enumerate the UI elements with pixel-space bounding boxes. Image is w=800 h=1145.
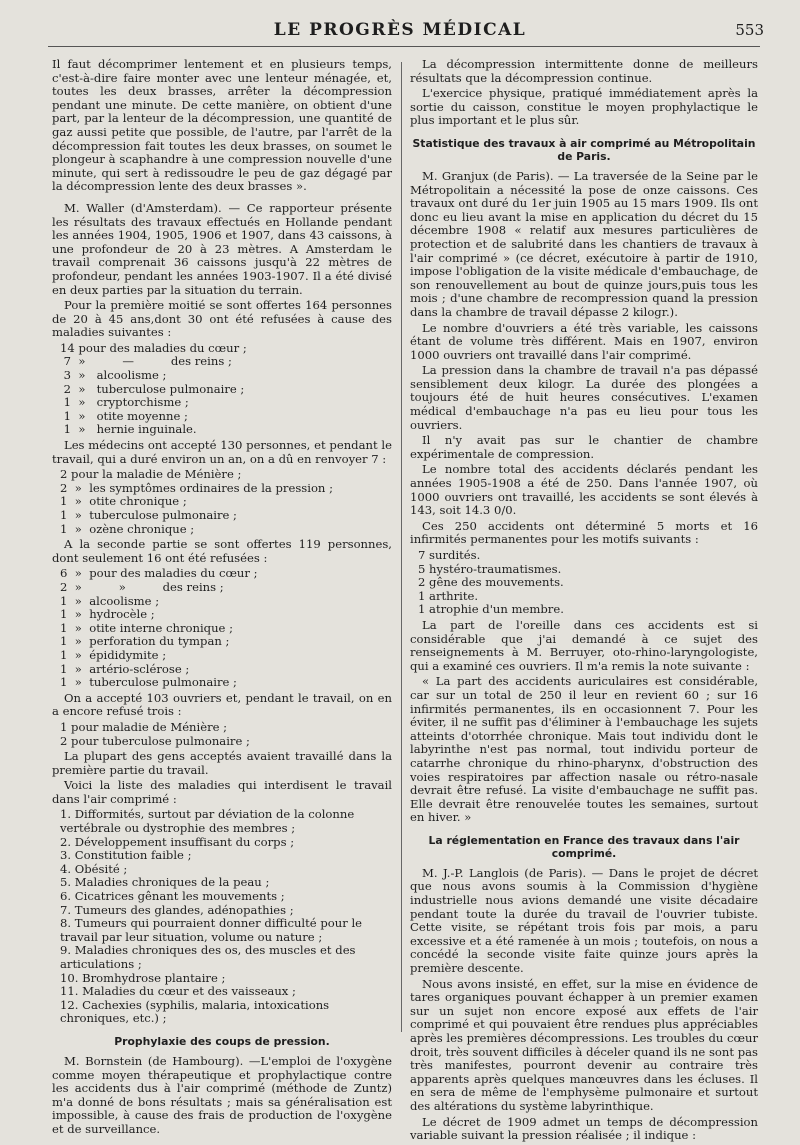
list-item: 5 hystéro-traumatismes. [418,561,562,576]
plupart-paragraph: La plupart des gens acceptés avaient travaillé dans la première partie du travail. [52,749,392,777]
list-item: 1 » hydrocèle ; [60,607,155,622]
dismissal-list [52,468,392,536]
intro-paragraph: Il faut décomprimer lentement et en plusieurs temps, c'est-à-dire faire monter avec une lenteur ménagée, et, toutes les deux brasses, arrêter la décompression pendant une minute. De cette manière, on obtient d'une part, par la lenteur de la décompression, une quantité de gaz aussi petite que possible, de l'autre, par l'arrêt de la décompression fait toutes les deux brasses, on soumet le plongeur à scaphandre à une compression nouvelle d'une minute, qui sert à redissoudre le peu de gaz dégagé par la décompression lente des deux brasses ». [52,57,392,194]
section-heading-prophylaxie: Prophylaxie des coups de pression. [114,1034,330,1048]
list-item: 7 surdités. [418,548,481,562]
list-item: 3. Constitution faible ; [60,848,192,863]
list-item: 1 » épididymite ; [60,647,167,662]
list-item: 5. Maladies chroniques de la peau ; [60,875,270,890]
list-item: 6. Cicatrices gênant les mouvements ; [60,889,285,904]
first-half-paragraph: Pour la première moitié se sont offertes 164 personnes de 20 à 45 ans,dont 30 ont été refusées à cause des maladies suivantes : [52,298,392,340]
list-item: 1. Difformités, surtout par déviation de la colonne vertébrale ou dystrophie des membres ; [60,807,355,836]
list-item: 1 » otite interne chronique ; [60,620,234,635]
list-item: 4. Obésité ; [60,861,128,876]
exercise-paragraph: L'exercice physique, pratiqué immédiatement après la sortie du caisson, constitue le moyen prophylactique le plus important et le plus sûr. [410,86,758,128]
left-column [52,58,392,1139]
right-column [410,58,758,1145]
section-heading-reglementation: La réglementation en France des travaux dans l'air comprimé. [428,833,740,860]
page-number: 553 [735,21,764,39]
list-item: 2 pour tuberculose pulmonaire ; [60,733,250,748]
list-item: 12. Cachexies (syphilis, malaria, intoxications chroniques, etc.) ; [60,997,330,1026]
list-item: 2. Développement insuffisant du corps ; [60,834,295,849]
list-item: 1 » tuberculose pulmonaire ; [60,675,237,690]
journal-title: LE PROGRÈS MÉDICAL [273,20,527,40]
workers-paragraph: Le nombre d'ouvriers a été très variable, les caissons étant de volume très différent. Mais en 1907, environ 1000 ouvriers ont travaillé dans l'air comprimé. [410,320,758,362]
page-header [50,20,764,44]
infirmities-list [410,549,758,617]
list-item: 14 pour des maladies du cœur ; [60,340,247,355]
list-item: 1 » perforation du tympan ; [60,634,230,649]
decompression-paragraph: La décompression intermittente donne de meilleurs résultats que la décompression continue. [410,57,758,85]
chamber-paragraph: Il n'y avait pas sur le chantier de chambre expérimentale de compression. [410,433,758,461]
accidents-total-paragraph: Le nombre total des accidents déclarés pendant les années 1905-1908 a été de 250. Dans l'année 1907, où 1000 ouvriers ont travaillé, les accidents se sont élevés à 143, soit 14.3 0/0. [410,462,758,518]
column-divider [401,62,402,1032]
second-half-paragraph: A la seconde partie se sont offertes 119 personnes, dont seulement 16 ont été refusées : [52,537,392,565]
berruyer-quote: « La part des accidents auriculaires est considérable, car sur un total de 250 il leur en revient 60 ; sur 16 infirmités permanentes, ils en occasionnent 7. Pour les éviter, il ne suffit pas d'éliminer à l'embauchage les sujets atteints d'otorrhée chronique. Mais tout individu dont le labyrinthe n'est pas normal, tout individu porteur de catarrhe chronique du rhino-pharynx, d'obstruction des voies respiratoires par affection nasale ou rétro-nasale devrait être refusé. La visite d'embauchage ne suffit pas. Elle devrait être renouvelée toutes les semaines, surtout en hiver. » [410,674,758,825]
list-item: 2 gêne des mouvements. [418,575,564,590]
refusal-list-3 [52,721,392,748]
langlois-paragraph: M. J.-P. Langlois (de Paris). — Dans le projet de décret que nous avons soumis à la Commission d'hygiène industrielle nous avions demandé une visite décadaire pendant toute la durée du travail de l'ouvrier tubiste. Cette visite, se répétant trois fois par mois, a paru excessive et a été ramenée à un mois ; toutefois, on nous a concédé la seconde visite faite quinze jours après la première descente. [410,865,758,976]
list-item: 2 » tuberculose pulmonaire ; [60,381,245,396]
list-item: 6 » pour des maladies du cœur ; [60,566,258,581]
list-item: 1 » ozène chronique ; [60,521,195,536]
list-item: 1 » cryptorchisme ; [60,395,189,410]
list-item: 11. Maladies du cœur et des vaisseaux ; [60,984,296,999]
list-item: 2 » » des reins ; [60,579,224,594]
list-item: 1 » artério-sclérose ; [60,661,190,676]
section-heading-statistique: Statistique des travaux à air comprimé au Métropolitain de Paris. [412,136,756,163]
list-item: 1 atrophie d'un membre. [418,602,564,617]
forbidden-diseases-list [52,808,392,1026]
waller-paragraph: M. Waller (d'Amsterdam). — Ce rapporteur présente les résultats des travaux effectués en Hollande pendant les années 1904, 1905, 1906 et 1907, dans 43 caissons, à une profondeur de 20 à 23 mètres. A Amsterdam le travail comprenait 36 caissons jusqu'à 22 mètres de profondeur, pendant les années 1903-1907. Il a été divisé en deux parties par la situation du terrain. [52,200,392,297]
list-item: 10. Bromhydrose plantaire ; [60,970,226,985]
pressure-paragraph: La pression dans la chambre de travail n'a pas dépassé sensiblement deux kilogr. La durée des plongées a toujours été de huit heures consécutives. L'examen médical d'embauchage n'a pas eu lieu pour tous les ouvriers. [410,363,758,432]
list-item: 1 » tuberculose pulmonaire ; [60,508,237,522]
refusal-list-1 [52,342,392,437]
list-item: 7. Tumeurs des glandes, adénopathies ; [60,902,294,917]
ear-paragraph: La part de l'oreille dans ces accidents est si considérable que j'ai demandé à ce sujet des renseignements à M. Berruyer, oto-rhino-laryngologiste, qui a examiné ces ouvriers. Il m'a remis la note suivante : [410,617,758,673]
list-item: 1 » otite moyenne ; [60,408,188,423]
list-item: 2 » les symptômes ordinaires de la pression ; [60,480,333,495]
list-item: 1 » otite chronique ; [60,494,187,509]
list-item: 9. Maladies chroniques des os, des muscles et des articulations ; [60,943,356,971]
granjux-paragraph: M. Granjux (de Paris). — La traversée de la Seine par le Métropolitain a nécessité la pose de onze caissons. Ces travaux ont duré du 1er juin 1905 au 15 mars 1909. Ils ont donc eu lieu avant la mise en application du décret du 15 décembre 1908 « relatif aux mesures particulières de protection et de salubrité dans les chantiers de travaux à l'air comprimé » (ce décret, exécutoire à partir de 1910, impose l'obligation de la visite médicale d'embauchage, de son renouvellement au bout de quinze jours,puis tous les mois ; d'une chambre de recompression quand la pression dans la chambre de travail dépasse 2 kilogr.). [410,168,758,319]
list-item: 1 » hernie inguinale. [60,422,197,437]
accepted-103-paragraph: On a accepté 103 ouvriers et, pendant le travail, on en a encore refusé trois : [52,690,392,719]
accidents-outcome-paragraph: Ces 250 accidents ont déterminé 5 morts et 16 infirmités permanentes pour les motifs suivants : [410,518,758,547]
list-item: 3 » alcoolisme ; [60,368,167,383]
decree-paragraph: Le décret de 1909 admet un temps de décompression variable suivant la pression réalisée ; il indique : [410,1114,758,1143]
list-item: 1 » alcoolisme ; [60,593,160,608]
list-item: 2 pour la maladie de Ménière ; [60,467,242,482]
header-rule [48,46,760,47]
list-item: 1 pour maladie de Ménière ; [60,719,228,734]
bornstein-paragraph: M. Bornstein (de Hambourg). —L'emploi de l'oxygène comme moyen thérapeutique et prophylactique contre les accidents dus à l'air comprimé (méthode de Zuntz) m'a donné de bons résultats ; mais sa généralisation est impossible, à cause des frais de production de l'oxygène et de surveillance. [52,1053,392,1136]
list-item: 8. Tumeurs qui pourraient donner difficulté pour le travail par leur situation, volume ou nature ; [60,916,363,944]
refusal-list-2 [52,567,392,689]
insistence-paragraph: Nous avons insisté, en effet, sur la mise en évidence de tares organiques pouvant échapper à un premier examen sur un sujet non encore exposé aux effets de l'air comprimé et qui pouvaient être rendues plus appréciables après les premières décompressions. Les troubles du cœur droit, très souvent difficiles à déceler quand ils ne sont pas très manifestes, pourront devenir au contraire très apparents après quelques manœuvres dans les écluses. Il en sera de même de l'emphysème pulmonaire et surtout des altérations du système labyrinthique. [410,976,758,1113]
list-item: 1 arthrite. [418,588,479,603]
voici-paragraph: Voici la liste des maladies qui interdisent le travail dans l'air comprimé : [52,778,392,806]
list-item: 7 » — des reins ; [60,354,232,369]
medecins-paragraph: Les médecins ont accepté 130 personnes, et pendant le travail, qui a duré environ un an, on a dû en renvoyer 7 : [52,438,392,466]
